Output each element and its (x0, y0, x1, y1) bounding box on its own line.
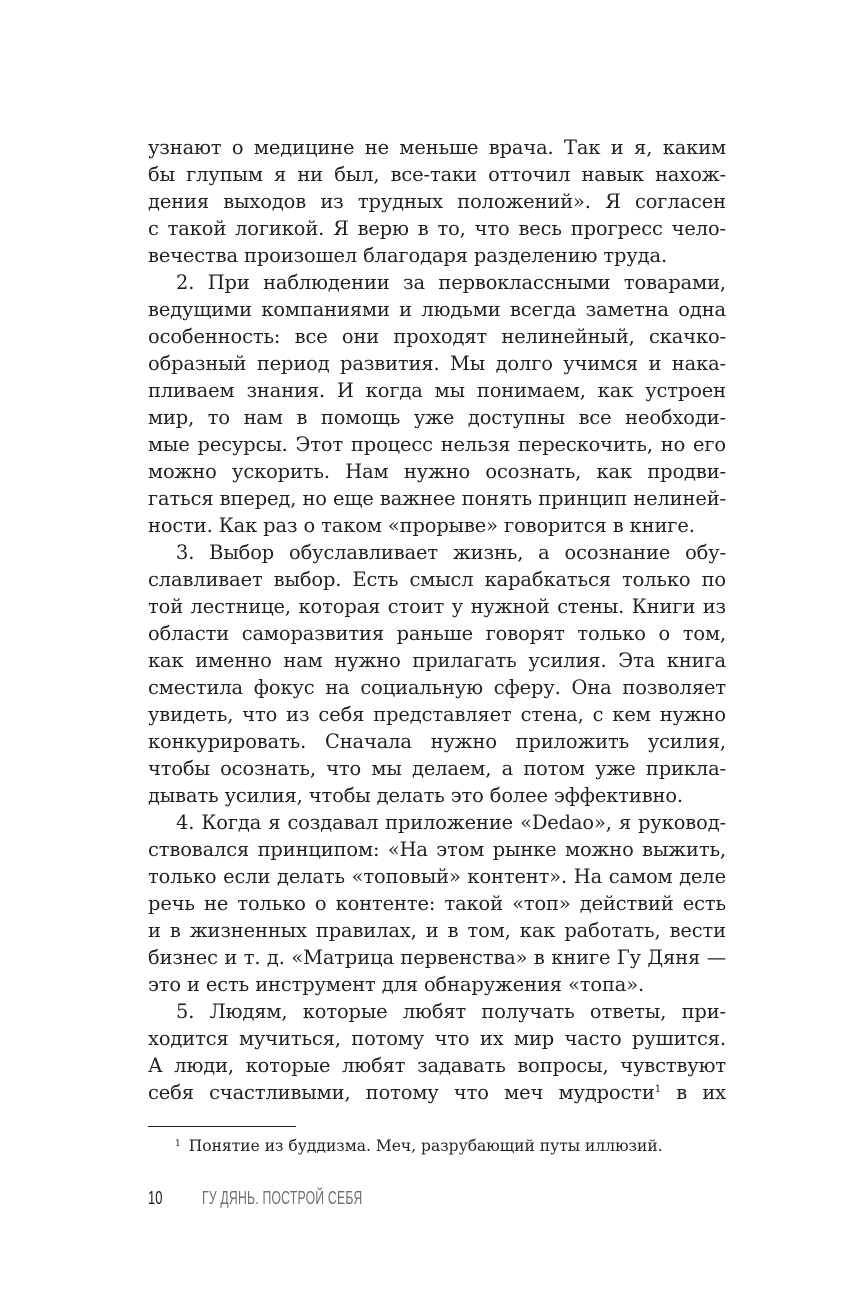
text-line: области саморазвития раньше говорят только о том, (148, 622, 726, 645)
text-line: ведущими компаниями и людьми всегда заметна одна (148, 298, 726, 321)
text-fragment: себя счастливыми, потому что меч мудрости (148, 1081, 655, 1104)
text-line: пливаем знания. И когда мы понимаем, как устроен (148, 379, 726, 402)
text-line: бы глупым я ни был, все-таки отточил навык нахож- (148, 163, 726, 186)
text-line: мир, то нам в помощь уже доступны все необходи- (148, 406, 726, 429)
text-line: чтобы осознать, что мы делаем, а потом уже прикла- (148, 757, 726, 780)
text-line: ствовался принципом: «На этом рынке можно выжить, (148, 838, 726, 861)
footnote-marker: 1 (175, 1139, 181, 1149)
text-line: вечества произошел благодаря разделению труда. (148, 244, 668, 267)
text-line: гаться вперед, но еще важнее понять принцип нелиней- (148, 487, 726, 510)
text-line: дения выходов из трудных положений». Я согласен (148, 190, 726, 213)
text-line: сместила фокус на социальную сферу. Она позволяет (148, 676, 726, 699)
text-line: бизнес и т. д. «Матрица первенства» в книге Гу Дяня — (148, 946, 726, 969)
text-line: ходится мучиться, потому что их мир часто рушится. (148, 1027, 726, 1050)
paragraph-start-2: 2. При наблюдении за первоклассными товарами, (176, 271, 726, 294)
text-line: мые ресурсы. Этот процесс нельзя перескочить, но его (148, 433, 726, 456)
text-line: образный период развития. Мы долго учимся и нака- (148, 352, 726, 375)
text-line: А люди, которые любят задавать вопросы, чувствуют (148, 1054, 726, 1077)
text-line: славливает выбор. Есть смысл карабкаться только по (148, 568, 726, 591)
running-footer (148, 1185, 438, 1211)
page-number: 10 (148, 1188, 163, 1208)
footnote-divider (148, 1126, 296, 1127)
text-line-with-footnote-ref (148, 1079, 726, 1106)
footnote-reference[interactable]: 1 (654, 1084, 661, 1095)
text-line: особенность: все они проходят нелинейный, скачко- (148, 325, 726, 348)
footnote (175, 1134, 735, 1158)
running-title: ГУ ДЯНЬ. ПОСТРОЙ СЕБЯ (202, 1188, 363, 1208)
text-line: и в жизненных правилах, и в том, как работать, вести (148, 919, 726, 942)
body-text (148, 134, 726, 1106)
text-line: ности. Как раз о таком «прорыве» говорится в книге. (148, 514, 695, 537)
text-line: дывать усилия, чтобы делать это более эффективно. (148, 784, 683, 807)
footnote-text: Понятие из буддизма. Меч, разрубающий путы иллюзий. (188, 1137, 663, 1155)
text-line: только если делать «топовый» контент». На самом деле (148, 865, 726, 888)
text-line: речь не только о контенте: такой «топ» действий есть (148, 892, 726, 915)
text-fragment: в их (660, 1081, 727, 1104)
text-line: можно ускорить. Нам нужно осознать, как продви- (148, 460, 726, 483)
text-line: узнают о медицине не меньше врача. Так и я, каким (148, 136, 726, 159)
text-line: с такой логикой. Я верю в то, что весь прогресс чело- (148, 217, 726, 240)
text-line: конкурировать. Сначала нужно приложить усилия, (148, 730, 726, 753)
text-line: увидеть, что из себя представляет стена, с кем нужно (148, 703, 726, 726)
paragraph-start-4: 4. Когда я создавал приложение «Dedao», я руковод- (176, 811, 726, 834)
text-line: той лестнице, которая стоит у нужной стены. Книги из (148, 595, 726, 618)
text-line: как именно нам нужно прилагать усилия. Эта книга (148, 649, 726, 672)
paragraph-start-3: 3. Выбор обуславливает жизнь, а осознание обу- (176, 541, 726, 564)
text-line: это и есть инструмент для обнаружения «топа». (148, 973, 645, 996)
paragraph-start-5: 5. Людям, которые любят получать ответы, при- (176, 1000, 726, 1023)
